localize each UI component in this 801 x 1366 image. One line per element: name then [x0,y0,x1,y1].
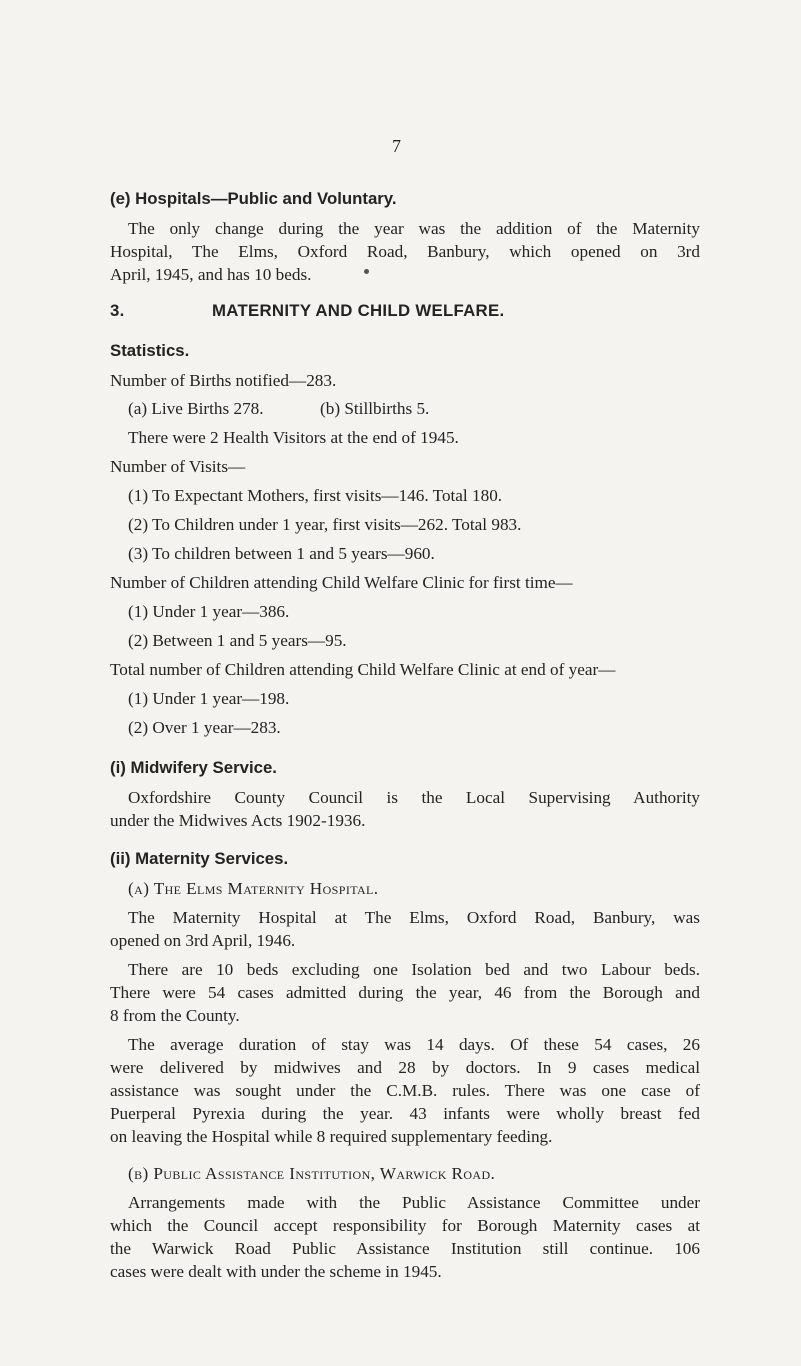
end-of-year-item-2: (2) Over 1 year—283. [128,718,281,737]
elms-para2-line-3: 8 from the County. [110,1006,240,1025]
hospitals-heading: (e) Hospitals—Public and Voluntary. [110,189,397,208]
page-number: 7 [392,136,401,156]
section-title: MATERNITY AND CHILD WELFARE. [212,301,505,320]
midwifery-line-1: Oxfordshire County Council is the Local Supervising Authority [128,788,700,807]
elms-para3-line-1: The average duration of stay was 14 days. Of these 54 cases, 26 [128,1035,700,1054]
hospitals-line-2: Hospital, The Elms, Oxford Road, Banbury, which opened on 3rd [110,242,700,261]
first-time-item-1: (1) Under 1 year—386. [128,602,290,621]
elms-title: (a) The Elms Maternity Hospital. [128,879,379,898]
visits-item-2: (2) To Children under 1 year, first visits—262. Total 983. [128,515,522,534]
elms-para1-line-1: The Maternity Hospital at The Elms, Oxford Road, Banbury, was [128,908,700,927]
elms-para3-line-3: assistance was sought under the C.M.B. rules. There was one case of [110,1081,700,1100]
elms-para3-line-4: Puerperal Pyrexia during the year. 43 infants were wholly breast fed [110,1104,700,1123]
midwifery-heading: (i) Midwifery Service. [110,758,277,777]
hospitals-line-1: The only change during the year was the addition of the Maternity [128,219,700,238]
public-assistance-line-2: which the Council accept responsibility for Borough Maternity cases at [110,1216,700,1235]
elms-para3-line-2: were delivered by midwives and 28 by doctors. In 9 cases medical [110,1058,700,1077]
elms-para1-line-2: opened on 3rd April, 1946. [110,931,296,950]
visits-item-1: (1) To Expectant Mothers, first visits—146. Total 180. [128,486,503,505]
visits-heading: Number of Visits— [110,457,246,476]
births-notified: Number of Births notified—283. [110,371,337,390]
elms-para3-line-5: on leaving the Hospital while 8 required supplementary feeding. [110,1127,553,1146]
statistics-heading: Statistics. [110,341,190,360]
hospitals-line-3: April, 1945, and has 10 beds. [110,265,312,284]
maternity-services-heading: (ii) Maternity Services. [110,849,289,868]
ink-smudge [364,269,369,274]
midwifery-line-2: under the Midwives Acts 1902-1936. [110,811,366,830]
public-assistance-title: (b) Public Assistance Institution, Warwick Road. [128,1164,496,1183]
section-number: 3. [110,301,125,320]
visits-item-3: (3) To children between 1 and 5 years—960. [128,544,435,563]
public-assistance-line-4: cases were dealt with under the scheme in 1945. [110,1262,442,1281]
end-of-year-heading: Total number of Children attending Child Welfare Clinic at end of year— [110,660,616,679]
first-time-heading: Number of Children attending Child Welfare Clinic for first time— [110,573,573,592]
live-births: (a) Live Births 278. [128,399,264,418]
health-visitors: There were 2 Health Visitors at the end of 1945. [128,428,459,447]
stillbirths: (b) Stillbirths 5. [320,399,430,418]
public-assistance-line-3: the Warwick Road Public Assistance Institution still continue. 106 [110,1239,700,1258]
elms-para2-line-2: There were 54 cases admitted during the year, 46 from the Borough and [110,983,700,1002]
elms-para2-line-1: There are 10 beds excluding one Isolation bed and two Labour beds. [128,960,700,979]
first-time-item-2: (2) Between 1 and 5 years—95. [128,631,347,650]
public-assistance-line-1: Arrangements made with the Public Assistance Committee under [128,1193,700,1212]
end-of-year-item-1: (1) Under 1 year—198. [128,689,290,708]
